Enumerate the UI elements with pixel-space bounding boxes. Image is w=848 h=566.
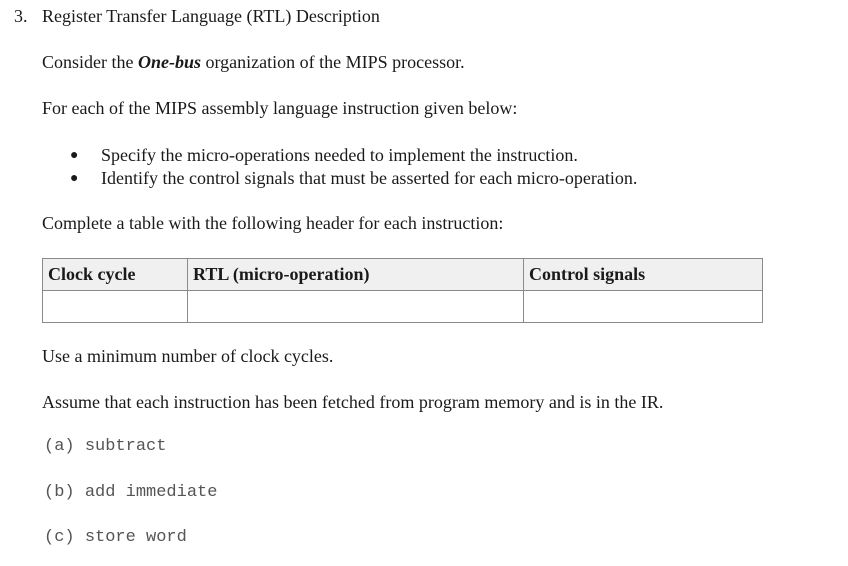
instruction-lead: For each of the MIPS assembly language instruction given below: [42, 98, 518, 118]
bullet-dot: ● [70, 148, 79, 163]
question-heading [14, 6, 380, 27]
header-rtl: RTL (micro-operation) [188, 259, 524, 291]
question-number: 3. [14, 6, 28, 26]
bullet-item [70, 167, 637, 190]
empty-cell [188, 291, 524, 323]
empty-cell [43, 291, 188, 323]
item-c [44, 528, 187, 547]
intro-paragraph [42, 52, 465, 73]
note-min-cycles: Use a minimum number of clock cycles. [42, 346, 334, 366]
item-a [44, 437, 166, 456]
table-row [43, 291, 763, 323]
item-text: store word [84, 528, 187, 547]
item-b [44, 483, 217, 502]
header-control-signals: Control signals [524, 259, 763, 291]
intro-prefix: Consider the [42, 52, 138, 72]
bullet-text: Specify the micro-operations needed to implement the instruction. [101, 145, 578, 165]
bullet-list [70, 144, 637, 190]
header-clock-cycle: Clock cycle [43, 259, 188, 291]
header-row [43, 259, 763, 291]
item-label: (b) [44, 483, 75, 502]
intro-suffix: organization of the MIPS processor. [201, 52, 465, 72]
table-lead: Complete a table with the following header for each instruction: [42, 213, 504, 233]
bullet-dot: ● [70, 171, 79, 186]
bullet-item [70, 144, 637, 167]
item-label: (c) [44, 528, 75, 547]
bullet-text: Identify the control signals that must be asserted for each micro-operation. [101, 168, 638, 188]
empty-cell [524, 291, 763, 323]
item-text: subtract [84, 437, 167, 456]
item-text: add immediate [84, 483, 218, 502]
intro-emphasis: One-bus [138, 52, 202, 72]
item-label: (a) [44, 437, 75, 456]
note-assume: Assume that each instruction has been fetched from program memory and is in the IR. [42, 392, 664, 412]
question-title: Register Transfer Language (RTL) Description [42, 6, 380, 26]
header-table [42, 258, 763, 323]
